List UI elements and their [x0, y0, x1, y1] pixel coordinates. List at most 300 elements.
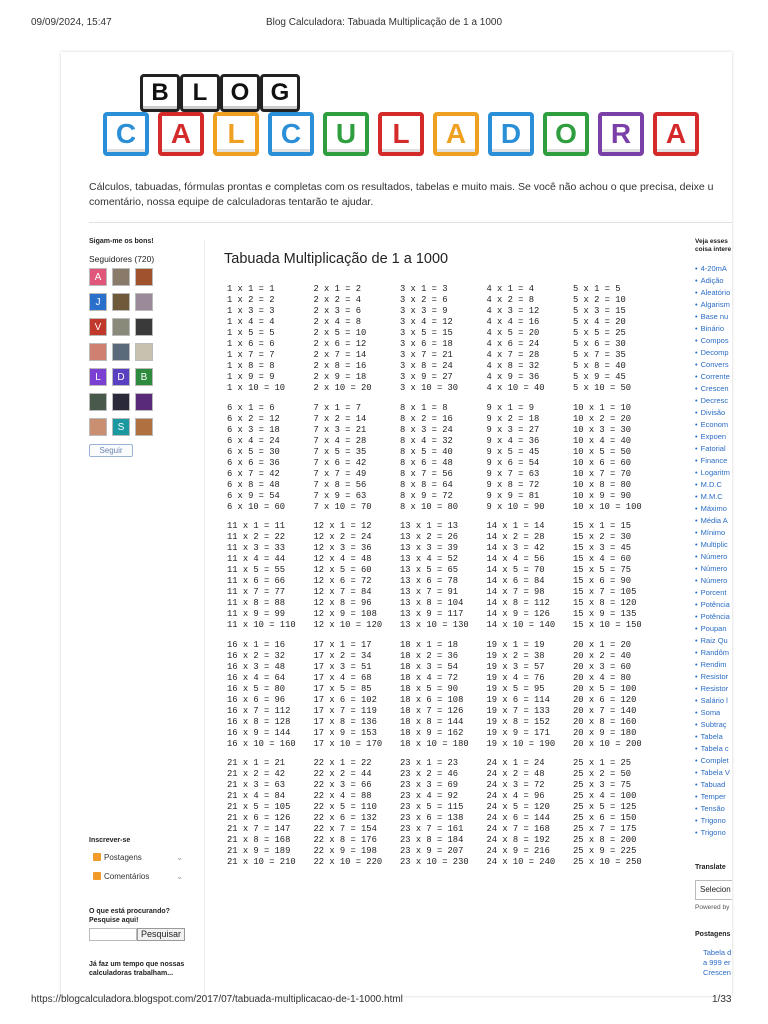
search-button[interactable]: Pesquisar: [137, 928, 185, 941]
table-line: 16 x 10 = 160: [227, 738, 296, 749]
table-line: 13 x 1 = 13: [400, 521, 459, 531]
bullet-icon: •: [695, 684, 698, 693]
table-line: 10 x 2 = 20: [573, 413, 632, 424]
table-line: 5 x 5 = 25: [573, 328, 626, 338]
table-line: 23 x 10 = 230: [400, 857, 469, 867]
label-link[interactable]: [695, 528, 732, 537]
sidebar-separator: [204, 240, 205, 996]
follower-avatar[interactable]: [135, 318, 153, 336]
follow-button[interactable]: Seguir: [89, 444, 133, 457]
label-text: Soma: [700, 708, 721, 717]
label-link[interactable]: [695, 576, 732, 585]
label-link[interactable]: [695, 504, 732, 513]
language-select[interactable]: Selecion: [695, 880, 732, 900]
table-line: 23 x 7 = 161: [400, 824, 464, 834]
label-text: Máximo: [700, 504, 727, 513]
label-text: Aleatório: [700, 288, 731, 297]
table-line: 24 x 4 = 96: [486, 791, 545, 801]
right-sidebar: [695, 238, 732, 837]
table-line: 18 x 9 = 162: [400, 727, 464, 738]
logo-key-calc-8: D: [488, 112, 534, 156]
table-line: 14 x 8 = 112: [486, 598, 550, 608]
table-column-1: [227, 284, 313, 394]
table-line: 17 x 10 = 170: [313, 738, 383, 749]
blog-logo[interactable]: [97, 70, 732, 185]
table-line: 23 x 4 = 92: [400, 791, 459, 801]
table-line: 15 x 8 = 120: [573, 598, 637, 608]
label-link[interactable]: [695, 744, 732, 753]
table-line: 18 x 8 = 144: [400, 716, 464, 727]
table-line: 17 x 8 = 136: [313, 716, 377, 727]
table-line: 12 x 7 = 84: [313, 587, 372, 597]
table-line: 22 x 4 = 88: [313, 791, 372, 801]
table-line: 16 x 4 = 64: [227, 672, 286, 683]
table-line: 23 x 9 = 207: [400, 846, 464, 856]
table-line: 9 x 4 = 36: [486, 435, 540, 446]
label-text: Salário l: [700, 696, 728, 705]
bullet-icon: •: [695, 300, 698, 309]
logo-key-blog-1: B: [140, 74, 180, 112]
table-line: 11 x 8 = 88: [227, 598, 286, 608]
popular-post-link[interactable]: [703, 948, 732, 978]
label-link[interactable]: [695, 828, 732, 837]
table-line: 13 x 3 = 39: [400, 543, 459, 553]
label-link[interactable]: [695, 684, 732, 693]
subscribe-heading: Inscrever-se: [89, 837, 131, 844]
table-line: 3 x 10 = 30: [400, 383, 459, 393]
table-line: 8 x 5 = 40: [400, 446, 453, 457]
table-line: 20 x 9 = 180: [573, 727, 637, 738]
table-line: 1 x 5 = 5: [227, 328, 275, 338]
table-line: 5 x 7 = 35: [573, 350, 626, 360]
table-line: 15 x 7 = 105: [573, 587, 637, 597]
table-line: 10 x 8 = 80: [573, 479, 632, 490]
table-line: 12 x 4 = 48: [313, 554, 372, 564]
table-line: 7 x 10 = 70: [313, 501, 372, 512]
label-text: Corrente: [700, 372, 730, 381]
table-column-3: [400, 284, 486, 394]
label-link[interactable]: [695, 372, 732, 381]
logo-key-blog-4: G: [260, 74, 300, 112]
label-link[interactable]: [695, 552, 732, 561]
label-text: Resistor: [700, 672, 729, 681]
table-line: 16 x 8 = 128: [227, 716, 291, 727]
table-line: 19 x 5 = 95: [486, 683, 545, 694]
follower-avatar[interactable]: [112, 268, 130, 286]
table-line: 23 x 3 = 69: [400, 780, 459, 790]
bullet-icon: •: [695, 384, 698, 393]
label-link[interactable]: [695, 456, 732, 465]
logo-key-calc-4: C: [268, 112, 314, 156]
table-line: 5 x 8 = 40: [573, 361, 626, 371]
table-line: 18 x 1 = 18: [400, 639, 459, 650]
bullet-icon: •: [695, 528, 698, 537]
logo-key-calc-1: C: [103, 112, 149, 156]
label-link[interactable]: [695, 444, 732, 453]
subscribe-posts-label: Postagens: [104, 852, 142, 862]
follower-avatar[interactable]: [112, 318, 130, 336]
table-line: 17 x 7 = 119: [313, 705, 377, 716]
label-link[interactable]: [695, 588, 732, 597]
table-line: 17 x 1 = 17: [313, 639, 372, 650]
table-column-20: [573, 640, 659, 750]
label-link[interactable]: [695, 756, 732, 765]
follower-avatar[interactable]: [135, 268, 153, 286]
follower-avatar[interactable]: [112, 293, 130, 311]
table-line: 16 x 5 = 80: [227, 683, 286, 694]
table-column-9: [487, 403, 573, 513]
table-line: 1 x 7 = 7: [227, 350, 275, 360]
table-line: 16 x 1 = 16: [227, 639, 286, 650]
table-line: 14 x 3 = 42: [486, 543, 545, 553]
follower-avatar[interactable]: [135, 418, 153, 436]
label-text: Trigono: [700, 828, 726, 837]
table-line: 24 x 2 = 48: [486, 769, 545, 779]
label-link[interactable]: [695, 480, 732, 489]
table-line: 15 x 3 = 45: [573, 543, 632, 553]
table-line: 7 x 4 = 28: [313, 435, 367, 446]
table-line: 8 x 9 = 72: [400, 490, 453, 501]
table-line: 16 x 7 = 112: [227, 705, 291, 716]
table-line: 16 x 9 = 144: [227, 727, 291, 738]
table-line: 4 x 1 = 4: [486, 284, 535, 294]
follower-avatar[interactable]: [112, 393, 130, 411]
follower-avatar[interactable]: J: [89, 293, 107, 311]
table-line: 11 x 4 = 44: [227, 554, 286, 564]
table-line: 25 x 7 = 175: [573, 824, 637, 834]
table-line: 22 x 1 = 22: [313, 758, 372, 768]
table-line: 18 x 5 = 90: [400, 683, 459, 694]
table-line: 23 x 6 = 138: [400, 813, 464, 823]
label-link[interactable]: [695, 564, 732, 573]
table-line: 4 x 3 = 12: [486, 306, 540, 316]
label-link[interactable]: [695, 288, 732, 297]
label-link[interactable]: [695, 408, 732, 417]
table-line: 10 x 6 = 60: [573, 457, 632, 468]
table-line: 12 x 9 = 108: [313, 609, 377, 619]
table-line: 22 x 5 = 110: [313, 802, 377, 812]
label-text: Número: [700, 576, 728, 585]
label-link[interactable]: [695, 732, 732, 741]
table-line: 1 x 2 = 2: [227, 295, 275, 305]
table-line: 19 x 4 = 76: [486, 672, 545, 683]
table-line: 6 x 10 = 60: [227, 501, 286, 512]
table-line: 9 x 1 = 9: [486, 402, 535, 413]
print-footer: [0, 992, 768, 1012]
follower-avatar[interactable]: L: [89, 368, 107, 386]
table-line: 7 x 2 = 14: [313, 413, 367, 424]
table-line: 6 x 8 = 48: [227, 479, 280, 490]
table-line: 7 x 7 = 49: [313, 468, 367, 479]
label-text: Tabela V: [700, 768, 730, 777]
logo-key-calc-2: A: [158, 112, 204, 156]
table-line: 7 x 6 = 42: [313, 457, 367, 468]
label-link[interactable]: [695, 264, 732, 273]
print-header: [0, 0, 768, 40]
table-line: 22 x 3 = 66: [313, 780, 372, 790]
table-line: 21 x 2 = 42: [227, 769, 286, 779]
subscribe-comments[interactable]: [93, 869, 183, 883]
follower-avatar[interactable]: [135, 393, 153, 411]
label-link[interactable]: [695, 312, 732, 321]
table-line: 2 x 10 = 20: [313, 383, 372, 393]
table-line: 20 x 1 = 20: [573, 639, 632, 650]
table-line: 11 x 6 = 66: [227, 576, 286, 586]
follower-avatar[interactable]: [89, 418, 107, 436]
table-column-4: [487, 284, 573, 394]
table-line: 12 x 6 = 72: [313, 576, 372, 586]
table-line: 3 x 2 = 6: [400, 295, 448, 305]
table-line: 8 x 10 = 80: [400, 501, 459, 512]
bullet-icon: •: [695, 312, 698, 321]
table-line: 2 x 9 = 18: [313, 372, 367, 382]
table-line: 24 x 8 = 192: [486, 835, 550, 845]
label-text: Raiz Qu: [700, 636, 728, 645]
table-line: 1 x 3 = 3: [227, 306, 275, 316]
label-link[interactable]: [695, 696, 732, 705]
bullet-icon: •: [695, 636, 698, 645]
label-link[interactable]: [695, 708, 732, 717]
table-line: 19 x 6 = 114: [486, 694, 550, 705]
sidebar-note: [89, 960, 184, 978]
label-link[interactable]: [695, 396, 732, 405]
table-line: 8 x 1 = 8: [400, 402, 448, 413]
label-link[interactable]: [695, 516, 732, 525]
table-line: 14 x 5 = 70: [486, 565, 545, 575]
sidebar-note-line1: Já faz um tempo que nossas: [89, 961, 185, 968]
sidebar-note-line2: calculadoras trabalham...: [89, 970, 174, 977]
print-url: https://blogcalculadora.blogspot.com/2017/07/tabuada-multiplicacao-de-1-1000.html: [31, 994, 403, 1005]
label-text: Porcent: [700, 588, 727, 597]
table-column-22: [314, 758, 400, 868]
table-line: 14 x 9 = 126: [486, 609, 550, 619]
label-link[interactable]: [695, 720, 732, 729]
bullet-icon: •: [695, 672, 698, 681]
label-link[interactable]: [695, 816, 732, 825]
chevron-down-icon: ⌄: [176, 852, 183, 862]
follower-avatar[interactable]: [89, 393, 107, 411]
label-link[interactable]: [695, 360, 732, 369]
label-text: Tabela c: [700, 744, 729, 753]
bullet-icon: •: [695, 432, 698, 441]
table-line: 19 x 3 = 57: [486, 661, 545, 672]
label-link[interactable]: [695, 612, 732, 621]
label-text: Convers: [700, 360, 729, 369]
table-column-5: [573, 284, 659, 394]
label-link[interactable]: [695, 384, 732, 393]
search-input[interactable]: [89, 928, 137, 941]
label-link[interactable]: [695, 420, 732, 429]
table-line: 11 x 9 = 99: [227, 609, 286, 619]
label-text: Multiplic: [700, 540, 728, 549]
label-link[interactable]: [695, 336, 732, 345]
table-column-25: [573, 758, 659, 868]
table-line: 19 x 8 = 152: [486, 716, 550, 727]
table-line: 13 x 10 = 130: [400, 620, 469, 630]
follower-avatar[interactable]: [135, 343, 153, 361]
table-line: 25 x 2 = 50: [573, 769, 632, 779]
follower-avatar[interactable]: S: [112, 418, 130, 436]
table-line: 18 x 10 = 180: [400, 738, 469, 749]
label-link[interactable]: [695, 300, 732, 309]
table-line: 11 x 2 = 22: [227, 532, 286, 542]
posts-heading: Postagens: [695, 931, 731, 938]
label-link[interactable]: [695, 324, 732, 333]
table-line: 8 x 7 = 56: [400, 468, 453, 479]
table-line: 11 x 7 = 77: [227, 587, 286, 597]
table-line: 6 x 9 = 54: [227, 490, 280, 501]
table-line: 6 x 3 = 18: [227, 424, 280, 435]
label-link[interactable]: [695, 276, 732, 285]
table-line: 25 x 6 = 150: [573, 813, 637, 823]
table-line: 14 x 10 = 140: [486, 620, 556, 630]
table-line: 18 x 3 = 54: [400, 661, 459, 672]
table-line: 1 x 1 = 1: [227, 284, 275, 294]
label-link[interactable]: [695, 792, 732, 801]
table-line: 2 x 6 = 12: [313, 339, 367, 349]
search-heading-line1: O que está procurando?: [89, 908, 170, 915]
labels-heading-line1: Veja esses: [695, 238, 728, 245]
followers-count: Seguidores (720): [89, 254, 155, 264]
table-line: 22 x 6 = 132: [313, 813, 377, 823]
logo-key-calc-9: O: [543, 112, 589, 156]
table-line: 10 x 4 = 40: [573, 435, 632, 446]
table-line: 5 x 9 = 45: [573, 372, 626, 382]
table-column-24: [487, 758, 573, 868]
table-line: 10 x 10 = 100: [573, 501, 642, 512]
follower-avatar[interactable]: D: [112, 368, 130, 386]
label-text: Compos: [700, 336, 729, 345]
follower-avatar[interactable]: [112, 343, 130, 361]
bullet-icon: •: [695, 624, 698, 633]
follower-avatar[interactable]: [89, 343, 107, 361]
table-line: 17 x 2 = 34: [313, 650, 372, 661]
bullet-icon: •: [695, 660, 698, 669]
label-link[interactable]: [695, 432, 732, 441]
table-line: 3 x 9 = 27: [400, 372, 453, 382]
post-link-line2: a 999 er: [703, 958, 731, 967]
table-line: 7 x 1 = 7: [313, 402, 362, 413]
logo-key-calc-11: A: [653, 112, 699, 156]
table-line: 2 x 4 = 8: [313, 317, 362, 327]
table-line: 6 x 7 = 42: [227, 468, 280, 479]
table-column-8: [400, 403, 486, 513]
label-text: Binário: [700, 324, 724, 333]
label-text: Randôm: [700, 648, 729, 657]
table-line: 21 x 4 = 84: [227, 791, 286, 801]
bullet-icon: •: [695, 288, 698, 297]
table-line: 5 x 1 = 5: [573, 284, 621, 294]
label-text: Logaritm: [700, 468, 730, 477]
table-line: 20 x 7 = 140: [573, 705, 637, 716]
table-line: 14 x 2 = 28: [486, 532, 545, 542]
subscribe-posts[interactable]: [93, 850, 183, 864]
table-line: 18 x 2 = 36: [400, 650, 459, 661]
table-line: 22 x 2 = 44: [313, 769, 372, 779]
bullet-icon: •: [695, 264, 698, 273]
bullet-icon: •: [695, 708, 698, 717]
table-column-13: [400, 521, 486, 631]
follower-avatar[interactable]: A: [89, 268, 107, 286]
table-line: 16 x 3 = 48: [227, 661, 286, 672]
table-line: 1 x 8 = 8: [227, 361, 275, 371]
bullet-icon: •: [695, 324, 698, 333]
table-line: 25 x 1 = 25: [573, 758, 632, 768]
table-line: 12 x 5 = 60: [313, 565, 372, 575]
label-text: Complet: [700, 756, 729, 765]
label-link[interactable]: [695, 624, 732, 633]
table-line: 13 x 7 = 91: [400, 587, 459, 597]
label-link[interactable]: [695, 648, 732, 657]
table-line: 14 x 6 = 84: [486, 576, 545, 586]
table-line: 13 x 8 = 104: [400, 598, 464, 608]
table-line: 24 x 6 = 144: [486, 813, 550, 823]
table-line: 17 x 9 = 153: [313, 727, 377, 738]
bullet-icon: •: [695, 516, 698, 525]
follower-avatar[interactable]: V: [89, 318, 107, 336]
table-line: 25 x 4 = 100: [573, 791, 637, 801]
bullet-icon: •: [695, 540, 698, 549]
bullet-icon: •: [695, 612, 698, 621]
label-link[interactable]: [695, 804, 732, 813]
table-line: 18 x 6 = 108: [400, 694, 464, 705]
table-line: 4 x 4 = 16: [486, 317, 540, 327]
table-line: 21 x 8 = 168: [227, 835, 291, 845]
post-link-line1: Tabela d: [703, 948, 732, 957]
label-link[interactable]: [695, 768, 732, 777]
label-link[interactable]: [695, 780, 732, 789]
table-line: 14 x 1 = 14: [486, 521, 545, 531]
table-line: 19 x 1 = 19: [486, 639, 545, 650]
table-line: 2 x 7 = 14: [313, 350, 367, 360]
follower-avatar[interactable]: B: [135, 368, 153, 386]
table-line: 5 x 6 = 30: [573, 339, 626, 349]
table-line: 16 x 6 = 96: [227, 694, 286, 705]
bullet-icon: •: [695, 408, 698, 417]
table-line: 14 x 4 = 56: [486, 554, 545, 564]
table-line: 24 x 3 = 72: [486, 780, 545, 790]
table-line: 1 x 4 = 4: [227, 317, 275, 327]
label-text: 4-20mA: [700, 264, 727, 273]
bullet-icon: •: [695, 696, 698, 705]
label-text: Temper: [700, 792, 726, 801]
label-link[interactable]: [695, 636, 732, 645]
bullet-icon: •: [695, 648, 698, 657]
table-line: 1 x 10 = 10: [227, 383, 286, 393]
bullet-icon: •: [695, 456, 698, 465]
table-column-7: [314, 403, 400, 513]
table-line: 8 x 8 = 64: [400, 479, 453, 490]
logo-key-calc-6: L: [378, 112, 424, 156]
table-line: 11 x 3 = 33: [227, 543, 286, 553]
label-link[interactable]: [695, 468, 732, 477]
table-column-10: [573, 403, 659, 513]
label-link[interactable]: [695, 348, 732, 357]
label-link[interactable]: [695, 540, 732, 549]
follower-avatar[interactable]: [135, 293, 153, 311]
table-line: 3 x 6 = 18: [400, 339, 453, 349]
table-line: 23 x 5 = 115: [400, 802, 464, 812]
table-line: 3 x 5 = 15: [400, 328, 453, 338]
label-link[interactable]: [695, 660, 732, 669]
table-column-23: [400, 758, 486, 868]
label-link[interactable]: [695, 492, 732, 501]
label-link[interactable]: [695, 600, 732, 609]
table-line: 11 x 5 = 55: [227, 565, 286, 575]
label-link[interactable]: [695, 672, 732, 681]
table-line: 9 x 7 = 63: [486, 468, 540, 479]
bullet-icon: •: [695, 480, 698, 489]
